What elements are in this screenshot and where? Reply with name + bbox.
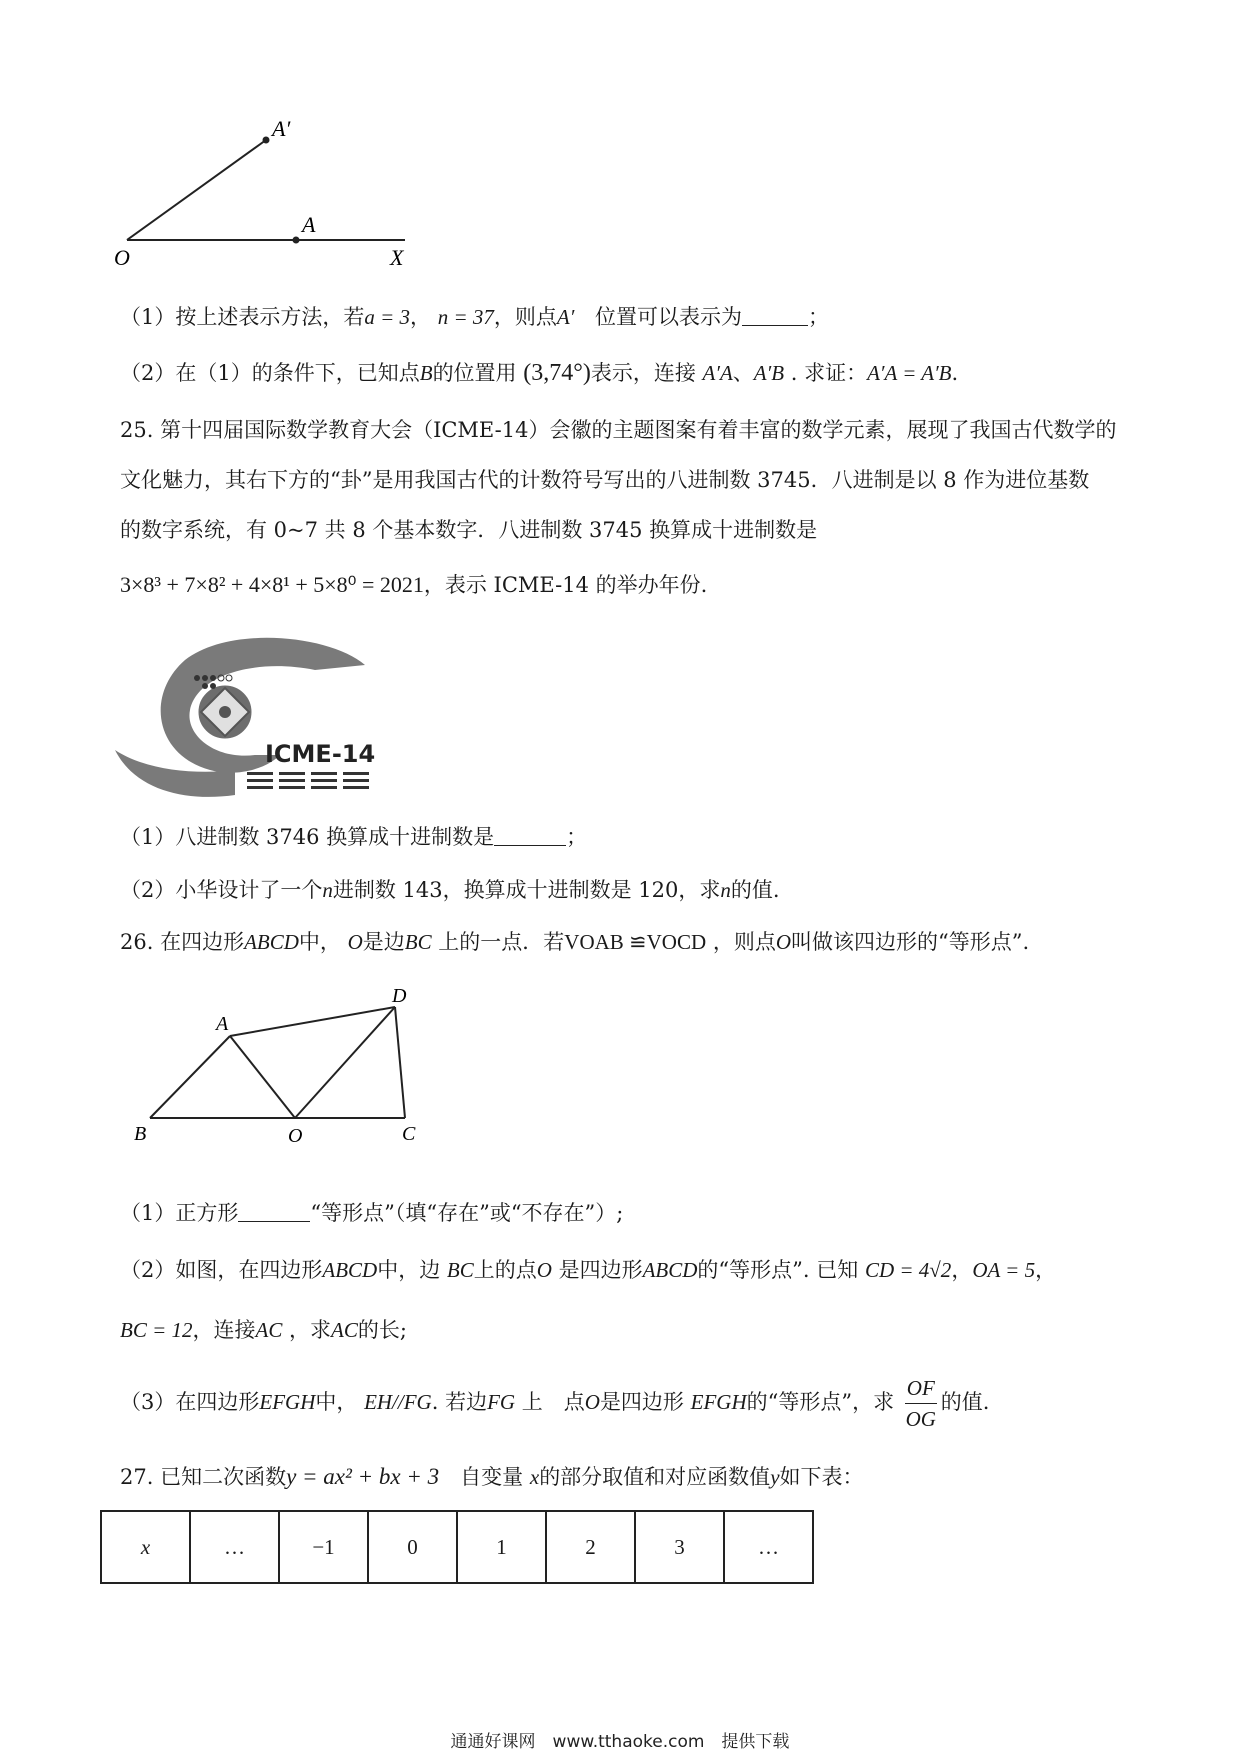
segment-dc — [395, 1007, 405, 1118]
table-cell: 1 — [457, 1511, 546, 1583]
table-cell: 0 — [368, 1511, 457, 1583]
q26-part1: （1）正方形 “等形点”（填“存在”或“不存在”）; — [120, 1201, 624, 1225]
answer-blank — [238, 1221, 310, 1222]
label-a: A — [302, 212, 316, 237]
table-cell: x — [101, 1511, 190, 1583]
logo-center — [219, 706, 231, 718]
icme14-logo — [115, 630, 405, 800]
logo-text: ICME-14 — [265, 740, 376, 768]
label-d: D — [392, 985, 407, 1007]
q27-stem: 27. 已知二次函数y = ax² + bx + 3 自变量 x的部分取值和对应函数值y如下表： — [120, 1464, 864, 1489]
table-cell: 3 — [635, 1511, 724, 1583]
q25-part1: （1）八进制数 3746 换算成十进制数是 ； — [120, 825, 588, 849]
q24-part2: （2）在（1）的条件下，已知点B的位置用 (3,74°)表示，连接 A′A、A′B . 求证：A′A = A′B. — [120, 360, 959, 386]
table-cell: … — [190, 1511, 279, 1583]
value-table — [100, 1510, 814, 1584]
label-o: O — [114, 245, 130, 270]
fraction-of-og: $\frac{OF}{OG}$ — [905, 1373, 937, 1434]
q25-line4: 3×8³ + 7×8² + 4×8¹ + 5×8⁰ = 2021，表示 ICME-14 的举办年份. — [120, 572, 708, 597]
table-cell: 2 — [546, 1511, 635, 1583]
label-a-prime: A′ — [272, 116, 291, 141]
q26-part2-cont: BC = 12，连接AC ，求AC的长; — [120, 1318, 407, 1342]
logo-trigram-bars — [247, 772, 369, 789]
segment-od — [295, 1007, 395, 1118]
segment-ad — [230, 1007, 395, 1036]
table-cell: … — [724, 1511, 813, 1583]
answer-blank — [494, 845, 566, 846]
segment-ba — [150, 1036, 230, 1118]
label-a: A — [216, 1013, 229, 1035]
q25-line3: 的数字系统，有 0~7 共 8 个基本数字．八进制数 3745 换算成十进制数是 — [120, 518, 818, 542]
q26-line1: 26. 在四边形ABCD中， O是边BC 上的一点．若VOAB ≌VOCD ，则点O叫做该四边形的“等形点”. — [120, 930, 1030, 954]
page-footer: 通通好课网 www.tthaoke.com 提供下载 — [450, 1732, 790, 1752]
label-x: X — [390, 245, 404, 270]
point-a — [293, 237, 300, 244]
octal-formula: 3×8³ + 7×8² + 4×8¹ + 5×8⁰ = 2021 — [120, 572, 424, 597]
q25-line1: 25. 第十四届国际数学教育大会（ICME-14）会徽的主题图案有着丰富的数学元素，展现了我国古代数学的 — [120, 418, 1117, 442]
q25-line2: 文化魅力，其右下方的“卦”是用我国古代的计数符号写出的八进制数 3745．八进制是以 8 作为进位基数 — [120, 468, 1090, 492]
label-o: O — [288, 1125, 303, 1147]
ray-oa-prime — [127, 140, 266, 240]
label-c: C — [402, 1123, 416, 1145]
q26-part2: （2）如图，在四边形ABCD中，边 BC上的点O 是四边形ABCD的“等形点”. 已知 CD = 4√2，OA = 5， — [120, 1258, 1057, 1282]
table-cell: −1 — [279, 1511, 368, 1583]
point-a-prime — [263, 137, 270, 144]
quadrilateral-figure — [120, 980, 440, 1150]
label-b: B — [134, 1123, 147, 1145]
q25-part2: （2）小华设计了一个n进制数 143，换算成十进制数是 120，求n的值. — [120, 878, 780, 902]
segment-ao — [230, 1036, 295, 1118]
answer-blank — [742, 325, 808, 326]
table-row — [101, 1511, 813, 1583]
q24-part1: （1）按上述表示方法，若a = 3， n = 37，则点A′ 位置可以表示为 ； — [120, 305, 830, 329]
q26-part3: （3）在四边形EFGH中， EH//FG. 若边FG 上 点O是四边形 EFGH的“等形点”，求 $\frac{OF}{OG}$ 的值. — [120, 1370, 989, 1434]
angle-figure — [100, 100, 440, 280]
